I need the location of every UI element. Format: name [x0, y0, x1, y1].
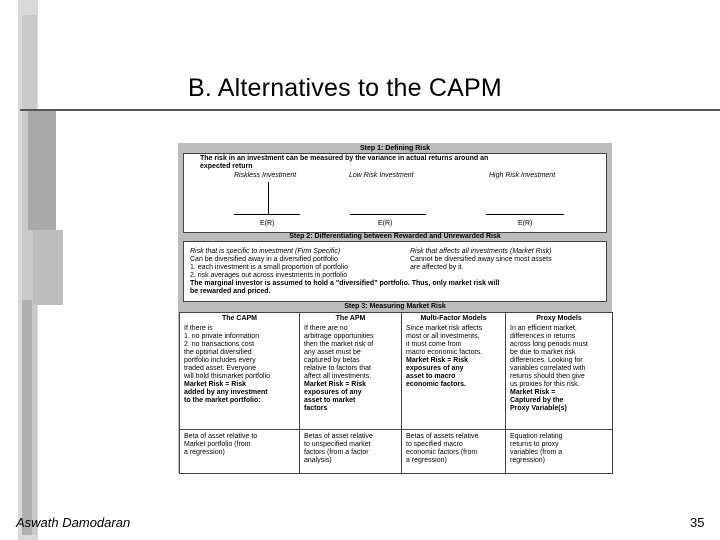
- conclusion-line1: The marginal investor is assumed to hold a "diversified" portfolio. Thus, only market risk will: [190, 280, 500, 287]
- model-apm-measure: Betas of asset relative to unspecified market factors (from a factor analysis): [304, 433, 373, 464]
- footer-author: Aswath Damodaran: [16, 515, 131, 530]
- title-divider: [20, 109, 720, 111]
- low-risk-investment-label: Low Risk Investment: [349, 172, 414, 179]
- market-risk-line2: are affected by it.: [410, 264, 464, 271]
- step3-box: [179, 312, 613, 474]
- step2-box: [183, 241, 607, 302]
- model-multifactor-risk: Market Risk = Risk exposures of any asset to macro economic factors.: [406, 357, 469, 388]
- riskless-axis: [234, 214, 300, 215]
- step2-header: Step 2: Differentiating between Rewarded and Unrewarded Risk: [289, 233, 501, 240]
- high-risk-axis: [486, 214, 564, 215]
- model-capm-body: [184, 325, 297, 405]
- model-capm-measure: Beta of asset relative to Market portfolio (from a regression): [184, 433, 258, 456]
- model-multifactor-title: Multi-Factor Models: [420, 315, 487, 322]
- model-proxy-title: Proxy Models: [536, 315, 582, 322]
- model-apm-title: The APM: [335, 315, 366, 322]
- riskless-distribution: [268, 182, 269, 214]
- firm-specific-line3: 2. risk averages out across investments in portfolio: [190, 272, 348, 279]
- model-proxy-body: [510, 325, 610, 413]
- model-apm: [300, 313, 402, 474]
- low-risk-er: E(R): [378, 220, 393, 227]
- page-number: 35: [690, 515, 705, 530]
- riskless-er: E(R): [260, 220, 275, 227]
- model-capm-risk: Market Risk = Risk added by any investment to the market portfolio:: [184, 381, 268, 404]
- step1-header: Step 1: Defining Risk: [359, 145, 430, 152]
- model-capm-text: If there is 1. no private information 2. no transactions cost the optimal diversified portfolio includes every traded asset. Everyone will hold thismarket portfolio: [184, 325, 270, 380]
- model-proxy-text: In an efficient market, differences in returns across long periods must be due to market risk differences. Looking for variables correlated with returns should then give us proxies for this risk.: [510, 325, 588, 388]
- conclusion-line2: be rewarded and priced.: [190, 288, 271, 295]
- model-multifactor-body: [406, 325, 503, 389]
- firm-specific-line1: Can be diversified away in a diversified portfolio: [190, 256, 338, 263]
- step3-header: Step 3: Measuring Market Risk: [344, 303, 446, 310]
- slide-title: B. Alternatives to the CAPM: [188, 74, 502, 102]
- model-proxy: [506, 313, 612, 474]
- model-capm: [180, 313, 300, 474]
- model-proxy-risk: Market Risk = Captured by the Proxy Variable(s): [510, 389, 567, 412]
- low-risk-axis: [350, 214, 426, 215]
- market-risk-line1: Cannot be diversified away since most assets: [410, 256, 552, 263]
- model-apm-body: [304, 325, 399, 413]
- model-apm-text: If there are no arbitrage opportunities then the market risk of any asset must be captured by betas relative to factors that affect all investments.: [304, 325, 374, 380]
- model-multifactor-measure: Betas of assets relative to specified macro economic factors (from a regression): [406, 433, 479, 464]
- step1-line2: expected return: [200, 163, 253, 170]
- model-capm-title: The CAPM: [222, 315, 257, 322]
- market-risk-title: Risk that affects all investments (Market Risk): [410, 248, 552, 255]
- high-risk-er: E(R): [518, 220, 533, 227]
- model-proxy-measure: Equation relating returns to proxy variables (from a regression): [510, 433, 563, 464]
- high-risk-investment-label: High Risk Investment: [489, 172, 556, 179]
- model-multifactor-text: Since market risk affects most or all investments, it must come from macro economic factors.: [406, 325, 483, 356]
- model-apm-risk: Market Risk = Risk exposures of any asset to market factors: [304, 381, 367, 412]
- step1-box: [183, 153, 607, 233]
- firm-specific-title: Risk that is specific to investment (Firm Specific): [190, 248, 341, 255]
- decor-bar-3: [33, 230, 63, 305]
- risk-measurement-figure: [178, 143, 612, 473]
- decor-bar-2: [28, 110, 56, 230]
- model-multifactor: [402, 313, 506, 474]
- decor-bar-4: [22, 300, 32, 535]
- firm-specific-line2: 1. each investment is a small proportion of portfolio: [190, 264, 348, 271]
- riskless-investment-label: Riskless Investment: [234, 172, 297, 179]
- step1-line1: The risk in an investment can be measured by the variance in actual returns around an: [200, 155, 489, 162]
